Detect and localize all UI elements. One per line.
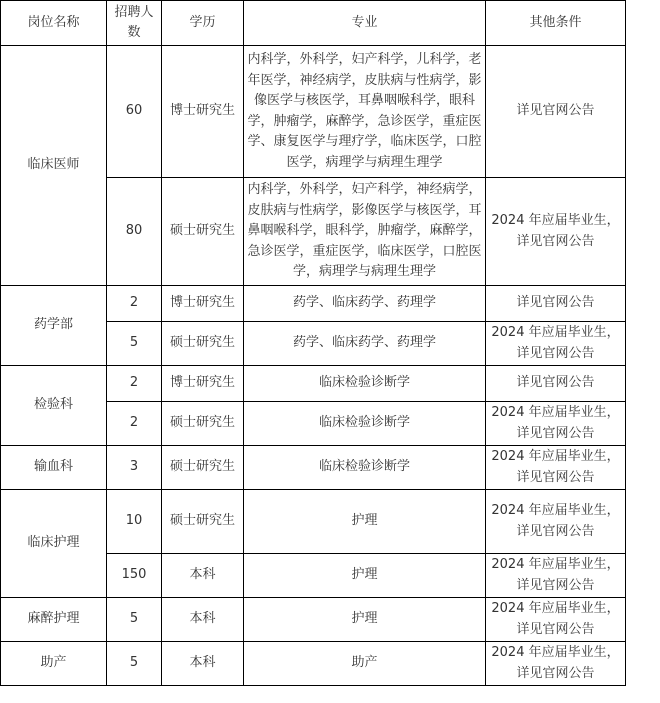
major-cell: 内科学，外科学，妇产科学，神经病学，皮肤病与性病学，影像医学与核医学，耳鼻咽喉科学，眼科学，肿瘤学，麻醉学，急诊医学，重症医学，临床医学，口腔医学，病理学与病理生理学 bbox=[244, 178, 486, 286]
other-cell: 2024 年应届毕业生，详见官网公告 bbox=[486, 322, 626, 366]
count-cell: 2 bbox=[107, 366, 162, 402]
count-cell: 10 bbox=[107, 490, 162, 554]
table-body bbox=[1, 46, 626, 686]
other-cell: 2024 年应届毕业生，详见官网公告 bbox=[486, 446, 626, 490]
other-cell: 2024 年应届毕业生，详见官网公告 bbox=[486, 598, 626, 642]
header-major: 专业 bbox=[244, 1, 486, 46]
count-cell: 150 bbox=[107, 554, 162, 598]
degree-cell: 硕士研究生 bbox=[162, 322, 244, 366]
major-cell: 护理 bbox=[244, 554, 486, 598]
count-cell: 2 bbox=[107, 402, 162, 446]
degree-cell: 博士研究生 bbox=[162, 286, 244, 322]
major-cell: 内科学，外科学，妇产科学，儿科学，老年医学，神经病学，皮肤病与性病学，影像医学与核医学，耳鼻咽喉科学，眼科学，肿瘤学，麻醉学，急诊医学，重症医学、康复医学与理疗学，临床医学，口腔医学，病理学与病理生理学 bbox=[244, 46, 486, 178]
table-row bbox=[1, 490, 626, 554]
major-cell: 药学、临床药学、药理学 bbox=[244, 322, 486, 366]
position-cell: 临床医师 bbox=[1, 46, 107, 286]
table-row bbox=[1, 598, 626, 642]
position-cell: 输血科 bbox=[1, 446, 107, 490]
count-cell: 5 bbox=[107, 642, 162, 686]
position-cell: 临床护理 bbox=[1, 490, 107, 598]
table-header bbox=[1, 1, 626, 46]
count-cell: 60 bbox=[107, 46, 162, 178]
degree-cell: 博士研究生 bbox=[162, 366, 244, 402]
other-cell: 2024 年应届毕业生，详见官网公告 bbox=[486, 642, 626, 686]
degree-cell: 硕士研究生 bbox=[162, 446, 244, 490]
degree-cell: 博士研究生 bbox=[162, 46, 244, 178]
count-cell: 5 bbox=[107, 322, 162, 366]
table-row bbox=[1, 642, 626, 686]
degree-cell: 本科 bbox=[162, 642, 244, 686]
position-cell: 助产 bbox=[1, 642, 107, 686]
header-degree: 学历 bbox=[162, 1, 244, 46]
count-cell: 2 bbox=[107, 286, 162, 322]
header-other: 其他条件 bbox=[486, 1, 626, 46]
major-cell: 临床检验诊断学 bbox=[244, 402, 486, 446]
other-cell: 详见官网公告 bbox=[486, 286, 626, 322]
other-cell: 2024 年应届毕业生，详见官网公告 bbox=[486, 178, 626, 286]
degree-cell: 本科 bbox=[162, 598, 244, 642]
degree-cell: 硕士研究生 bbox=[162, 490, 244, 554]
other-cell: 2024 年应届毕业生，详见官网公告 bbox=[486, 402, 626, 446]
header-row bbox=[1, 1, 626, 46]
count-cell: 3 bbox=[107, 446, 162, 490]
count-cell: 5 bbox=[107, 598, 162, 642]
degree-cell: 本科 bbox=[162, 554, 244, 598]
position-cell: 药学部 bbox=[1, 286, 107, 366]
major-cell: 护理 bbox=[244, 598, 486, 642]
degree-cell: 硕士研究生 bbox=[162, 402, 244, 446]
table-row bbox=[1, 286, 626, 322]
other-cell: 2024 年应届毕业生，详见官网公告 bbox=[486, 554, 626, 598]
header-position: 岗位名称 bbox=[1, 1, 107, 46]
degree-cell: 硕士研究生 bbox=[162, 178, 244, 286]
position-cell: 麻醉护理 bbox=[1, 598, 107, 642]
major-cell: 药学、临床药学、药理学 bbox=[244, 286, 486, 322]
major-cell: 护理 bbox=[244, 490, 486, 554]
position-cell: 检验科 bbox=[1, 366, 107, 446]
table-row bbox=[1, 46, 626, 178]
major-cell: 临床检验诊断学 bbox=[244, 446, 486, 490]
count-cell: 80 bbox=[107, 178, 162, 286]
major-cell: 助产 bbox=[244, 642, 486, 686]
other-cell: 2024 年应届毕业生，详见官网公告 bbox=[486, 490, 626, 554]
other-cell: 详见官网公告 bbox=[486, 366, 626, 402]
table-row bbox=[1, 366, 626, 402]
table-row bbox=[1, 446, 626, 490]
header-count: 招聘人数 bbox=[107, 1, 162, 46]
other-cell: 详见官网公告 bbox=[486, 46, 626, 178]
major-cell: 临床检验诊断学 bbox=[244, 366, 486, 402]
